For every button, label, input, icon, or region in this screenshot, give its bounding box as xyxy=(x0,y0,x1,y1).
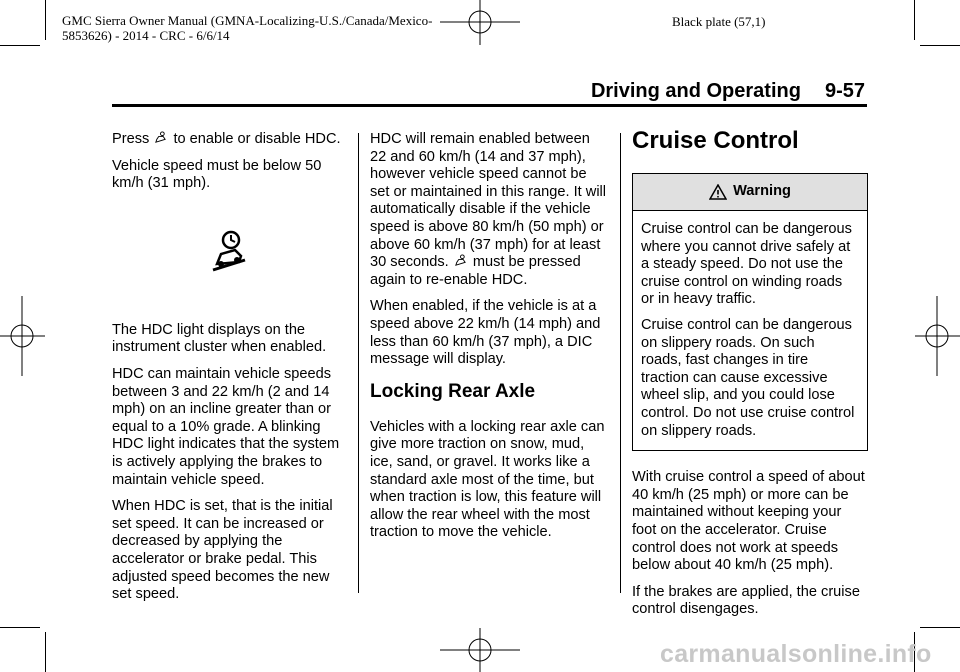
paragraph: HDC can maintain vehicle speeds between 3 and 22 km/h (2 and 14 mph) on an incline greater than or equal to a 10% grade. A blinking HDC light indicates that the system is actively applying the brakes to maintain vehicle speed. xyxy=(112,365,340,488)
header-rule xyxy=(112,104,867,107)
column-right xyxy=(632,125,868,628)
paragraph: Vehicles with a locking rear axle can give more traction on snow, mud, ice, sand, or gravel. It works like a standard axle most of the time, but when traction is low, this feature will allow the rear wheel with the most traction to move the vehicle. xyxy=(370,418,605,541)
text: must be pressed again to re-enable HDC. xyxy=(370,254,581,288)
running-head xyxy=(591,80,865,103)
column-middle xyxy=(370,131,610,551)
registration-mark-bottom xyxy=(440,628,520,672)
registration-mark-right xyxy=(915,296,960,376)
warning-icon xyxy=(709,184,727,200)
section-title: Driving and Operating xyxy=(590,80,801,102)
crop-mark xyxy=(920,45,960,46)
print-header-line: GMC Sierra Owner Manual (GMNA-Localizing-U.S./Canada/Mexico- xyxy=(62,13,433,28)
text: HDC will remain enabled between 22 and 60 km/h (14 and 37 mph), however vehicle speed cannot be set or maintained in this range. It will automatically disable if the vehicle speed is above 80 km/h (50 mph) or above 60 km/h (37 mph) for at least 30 seconds. xyxy=(370,131,607,271)
print-header-line: 5853626) - 2014 - CRC - 6/6/14 xyxy=(62,28,230,43)
hdc-light-icon xyxy=(207,230,251,276)
paragraph: Cruise control can be dangerous where you cannot drive safely at a steady speed. Do not use the cruise control on winding roads or in heavy traffic. xyxy=(641,221,852,308)
registration-mark-left xyxy=(0,296,45,376)
crop-mark xyxy=(920,627,960,628)
warning-box xyxy=(632,173,868,451)
section-heading: Cruise Control xyxy=(632,127,799,154)
column-divider xyxy=(358,133,359,593)
warning-title xyxy=(633,174,867,211)
crop-mark xyxy=(0,627,40,628)
warning-label: Warning xyxy=(733,183,791,200)
paragraph: When HDC is set, that is the initial set speed. It can be increased or decreased by applying the accelerator or brake pedal. This adjusted speed becomes the new set speed. xyxy=(112,498,333,603)
page-number: 9-57 xyxy=(824,80,865,102)
paragraph xyxy=(112,131,348,149)
print-header-right: Black plate (57,1) xyxy=(672,14,766,29)
paragraph: With cruise control a speed of about 40 km/h (25 mph) or more can be maintained without keeping your foot on the accelerator. Cruise control does not work at speeds below about 40 km/h (25 mph). xyxy=(632,469,865,574)
column-divider xyxy=(620,133,621,593)
paragraph: When enabled, if the vehicle is at a speed above 22 km/h (14 mph) and less than 60 km/h (37 mph), a DIC message will display. xyxy=(370,298,601,368)
text: Press xyxy=(112,131,150,147)
column-left xyxy=(112,131,348,613)
section-heading: Locking Rear Axle xyxy=(370,380,536,402)
paragraph: Vehicle speed must be below 50 km/h (31 mph). xyxy=(112,157,322,192)
paragraph xyxy=(370,131,610,289)
warning-body xyxy=(633,211,867,450)
crop-mark xyxy=(45,632,46,672)
crop-mark xyxy=(914,0,915,40)
text: to enable or disable HDC. xyxy=(173,131,341,147)
print-header-left xyxy=(62,13,492,43)
watermark: carmanualsonline.info xyxy=(660,640,932,668)
crop-mark xyxy=(0,45,40,46)
paragraph: Cruise control can be dangerous on slippery roads. On such roads, fast changes in tire traction can cause excessive wheel slip, and you could lose control. Do not use cruise control on slippery roads. xyxy=(641,316,855,439)
paragraph: The HDC light displays on the instrument cluster when enabled. xyxy=(112,321,327,356)
hdc-indicator-figure xyxy=(112,202,348,322)
paragraph: If the brakes are applied, the cruise control disengages. xyxy=(632,583,860,618)
crop-mark xyxy=(45,0,46,40)
hdc-button-icon xyxy=(454,254,467,267)
hdc-button-icon xyxy=(154,131,167,144)
